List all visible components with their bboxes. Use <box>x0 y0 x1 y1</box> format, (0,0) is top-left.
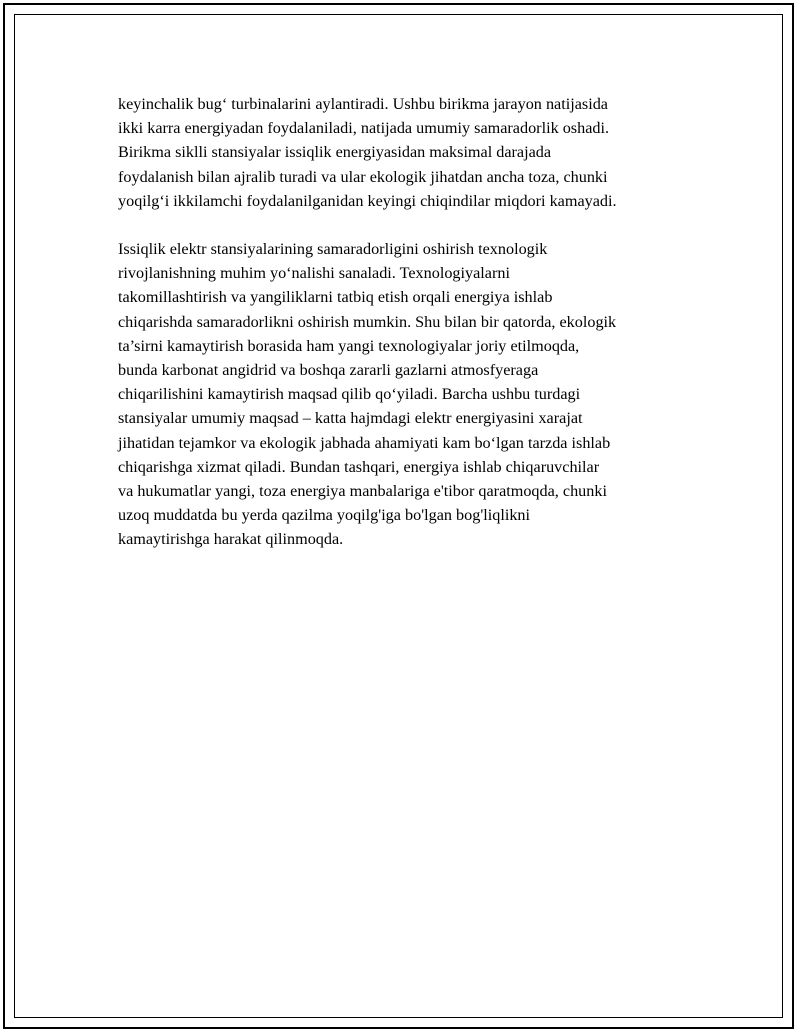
text-line: stansiyalar umumiy maqsad – katta hajmdagi elektr energiyasini xarajat <box>118 409 583 428</box>
text-line: chiqarilishini kamaytirish maqsad qilib qo‘yiladi. Barcha ushbu turdagi <box>118 385 581 404</box>
document-body <box>118 92 698 576</box>
text-line: Birikma siklli stansiyalar issiqlik energiyasidan maksimal darajada <box>118 143 552 162</box>
text-line: kamaytirishga harakat qilinmoqda. <box>118 530 344 549</box>
text-line: uzoq muddatda bu yerda qazilma yoqilg'iga bo'lgan bog'liqlikni <box>118 506 530 525</box>
text-line: va hukumatlar yangi, toza energiya manbalariga e'tibor qaratmoqda, chunki <box>118 482 607 501</box>
text-line: takomillashtirish va yangiliklarni tatbiq etish orqali energiya ishlab <box>118 288 553 307</box>
text-line: keyinchalik bug‘ turbinalarini aylantiradi. Ushbu birikma jarayon natijasida <box>118 95 608 113</box>
text-line: chiqarishda samaradorlikni oshirish mumkin. Shu bilan bir qatorda, ekologik <box>118 312 617 331</box>
text-line: foydalanish bilan ajralib turadi va ular ekologik jihatdan ancha toza, chunki <box>118 167 608 186</box>
text-line: chiqarishga xizmat qiladi. Bundan tashqari, energiya ishlab chiqaruvchilar <box>118 457 600 476</box>
text-line: jihatidan tejamkor va ekologik jabhada ahamiyati kam bo‘lgan tarzda ishlab <box>118 433 611 452</box>
text-line: rivojlanishning muhim yo‘nalishi sanaladi. Texnologiyalarni <box>118 264 510 283</box>
paragraph-2 <box>118 237 698 552</box>
text-line: ikki karra energiyadan foydalaniladi, natijada umumiy samaradorlik oshadi. <box>118 119 610 138</box>
text-line: Issiqlik elektr stansiyalarining samaradorligini oshirish texnologik <box>118 240 548 259</box>
text-line: yoqilg‘i ikkilamchi foydalanilganidan keyingi chiqindilar miqdori kamayadi. <box>118 191 617 210</box>
text-line: ta’sirni kamaytirish borasida ham yangi texnologiyalar joriy etilmoqda, <box>118 336 580 355</box>
text-line: bunda karbonat angidrid va boshqa zararli gazlarni atmosfyeraga <box>118 361 539 380</box>
paragraph-1 <box>118 92 698 213</box>
